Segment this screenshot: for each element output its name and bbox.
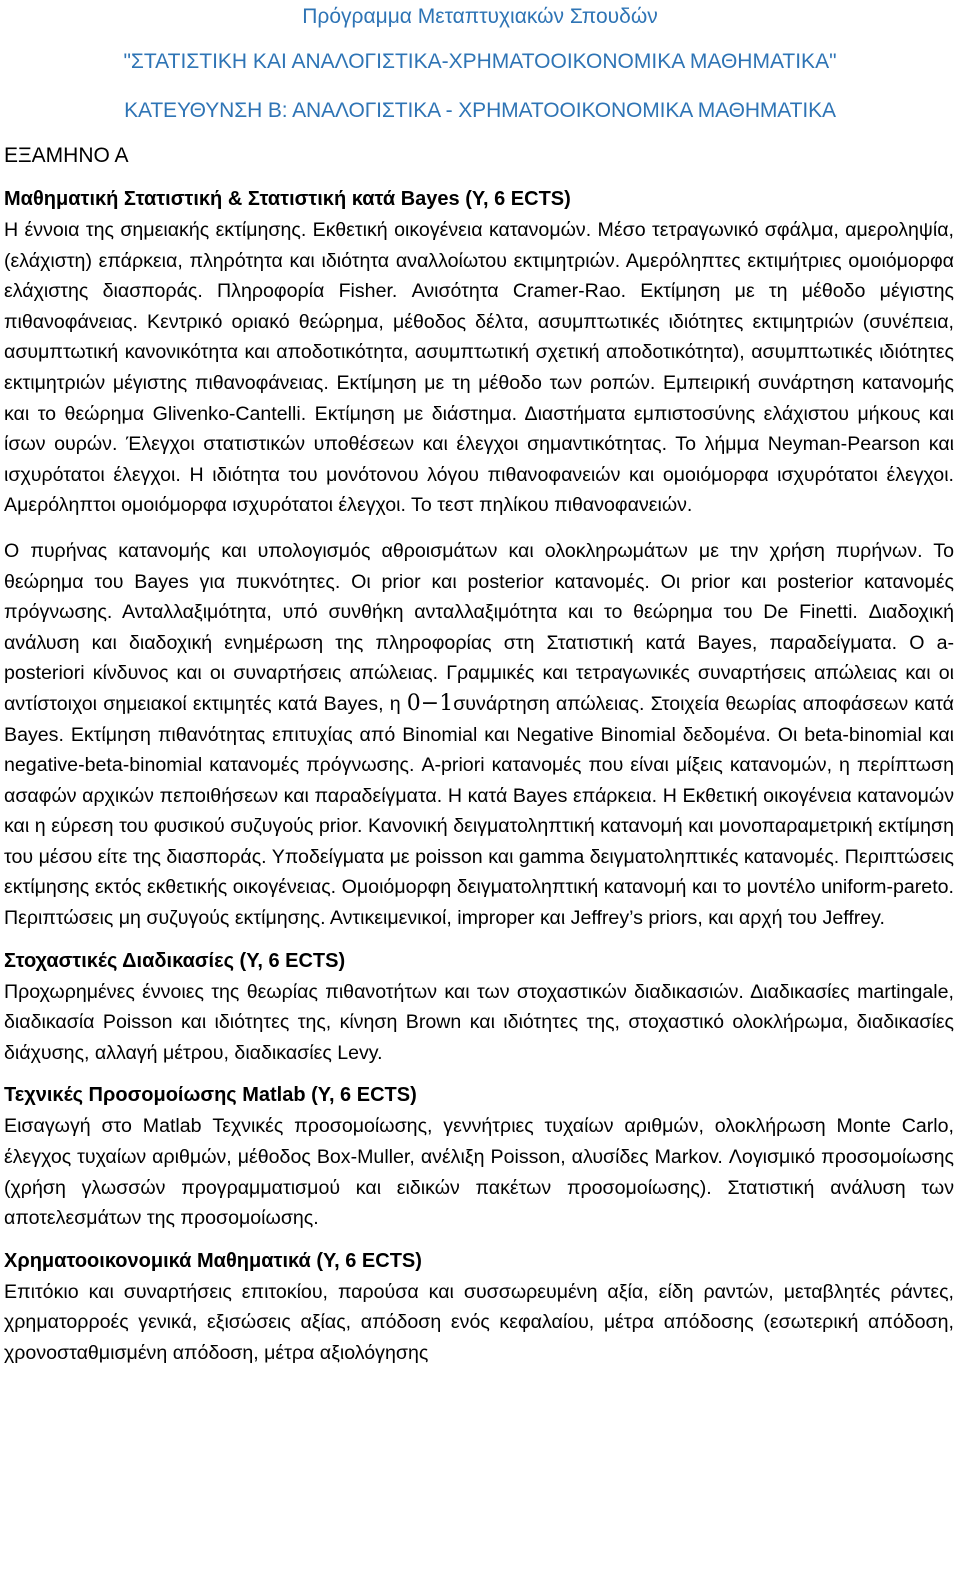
course-title: Μαθηματική Στατιστική & Στατιστική κατά Bayes (Υ, 6 ECTS) <box>4 188 571 210</box>
track-heading: ΚΑΤΕΥΘΥΝΣΗ Β: ΑΝΑΛΟΓΙΣΤΙΚΑ - ΧΡΗΜΑΤΟΟΙΚΟΝΟΜΙΚΑ ΜΑΘΗΜΑΤΙΚΑ <box>124 99 836 122</box>
course-matlab-simulation <box>4 1080 954 1233</box>
course-title: Χρηματοοικονομικά Μαθηματικά (Υ, 6 ECTS) <box>4 1249 422 1272</box>
zero-one-formula: 0−1 <box>406 690 454 716</box>
course-mathematical-statistics <box>4 184 954 934</box>
program-heading: Πρόγραμμα Μεταπτυχιακών Σπουδών <box>302 5 658 28</box>
course-title: Στοχαστικές Διαδικασίες (Υ, 6 ECTS) <box>4 949 346 972</box>
description-text: συνάρτηση απώλειας. Στοιχεία θεωρίας αποφάσεων κατά Bayes. Εκτίμηση πιθανότητας επιτυχίας από Binomial και Negative Binomial δεδομένα. Οι beta-binomial και negative-beta-binomial κατανομές πρόγνωσης. A-priori κατανομές που είναι μίξεις κατανομών, η περίπτωση ασαφών αρχικών πεποιθήσεων και παραδείγματα. Η κατά Bayes επάρκεια. Η Εκθετική οικογένεια κατανομών και η εύρεση του φυσικού συζυγούς prior. Κανονική δειγματοληπτική κατανομή και μονοπαραμετρική εκτίμηση του μέσου είτε της διασποράς. Υποδείγματα με poisson και gamma δειγματοληπτικές κατανομές. Περιπτώσεις εκτίμησης εκτός εκθετικής οικογένειας. Ομοιόμορφη δειγματοληπτική κατανομή και το μοντέλο uniform-pareto. Περιπτώσεις μη συζυγούς εκτίμησης. Αντικειμενικοί, improper και Jeffrey’s priors, και αρχή του Jeffrey. <box>4 692 954 930</box>
course-description: Εισαγωγή στο Matlab Τεχνικές προσομοίωσης, γεννήτριες τυχαίων αριθμών, ολοκλήρωση Monte Carlo, έλεγχος τυχαίων αριθμών, μέθοδος Box-Muller, ανέλιξη Poisson, αλυσίδες Markov. Λογισμικό προσομοίωσης (χρήση γλωσσών προγραμματισμού και ειδικών πακέτων προσομοίωσης). Στατιστική ανάλυση των αποτελεσμάτων της προσομοίωσης. <box>4 1115 954 1230</box>
course-description: Η έννοια της σημειακής εκτίμησης. Εκθετική οικογένεια κατανομών. Μέσο τετραγωνικό σφάλμα, αμεροληψία, (ελάχιστη) επάρκεια, πληρότητα και ιδιότητα αναλλοίωτου εκτιμητριών. Αμερόληπτες εκτιμήτριες ομοιόμορφα ελάχιστης διασποράς. Πληροφορία Fisher. Ανισότητα Cramer-Rao. Εκτίμηση με τη μέθοδο μέγιστης πιθανοφάνειας. Κεντρικό οριακό θεώρημα, μέθοδος δέλτα, ασυμπτωτικές ιδιότητες εκτιμητριών (συνέπεια, ασυμπτωτική κανονικότητα και αποδοτικότητα, ασυμπτωτική σχετική αποδοτικότητα), ασυμπτωτικές ιδιότητες εκτιμητριών μέγιστης πιθανοφάνειας. Εκτίμηση με τη μέθοδο των ροπών. Εμπειρική συνάρτηση κατανομής και το θεώρημα Glivenko-Cantelli. Εκτίμηση με διάστημα. Διαστήματα εμπιστοσύνης ελάχιστου μήκους και ίσων ουρών. Έλεγχοι στατιστικών υποθέσεων και έλεγχοι σημαντικότητας. Το λήμμα Neyman-Pearson και ισχυρότατοι έλεγχοι. Η ιδιότητα του μονότονου λόγου πιθανοφανειών και ομοιόμορφα ισχυρότατοι έλεγχοι. Αμερόληπτοι ομοιόμορφα ισχυρότατοι έλεγχοι. Το τεστ πηλίκου πιθανοφανειών. <box>4 219 954 517</box>
course-title: Τεχνικές Προσομοίωσης Matlab (Υ, 6 ECTS) <box>4 1084 417 1107</box>
course-description: Προχωρημένες έννοιες της θεωρίας πιθανοτήτων και των στοχαστικών διαδικασιών. Διαδικασίες martingale, διαδικασία Poisson και ιδιότητες της, κίνηση Brown και ιδιότητες της, στοχαστικό ολοκλήρωμα, διαδικασίες διάχυσης, αλλαγή μέτρου, διαδικασίες Levy. <box>4 980 954 1064</box>
description-text: Ο πυρήνας κατανομής και υπολογισμός αθροισμάτων και ολοκληρωμάτων με την χρήση πυρήνων. Το θεώρημα του Bayes για πυκνότητες. Οι prior και posterior κατανομές. Οι prior και posterior κατανομές πρόγνωσης. Ανταλλαξιμότητα, υπό συνθήκη ανταλλαξιμότητα και το θεώρημα του De Finetti. Διαδοχική ανάλυση και διαδοχική ενημέρωση της πληροφορίας στη Στατιστική κατά Bayes, παραδείγματα. Ο a-posteriori κίνδυνος και οι συναρτήσεις απώλειας. Γραμμικές και τετραγωνικές συναρτήσεις απώλειας και οι αντίστοιχοι σημειακοί εκτιμητές κατά Bayes, η <box>4 539 954 715</box>
course-description: Επιτόκιο και συναρτήσεις επιτοκίου, παρούσα και συσσωρευμένη αξία, είδη ραντών, μεταβλητές ράντες, χρηματορροές γενικά, εξισώσεις αξίας, απόδοση ενός κεφαλαίου, μέτρα απόδοσης (εσωτερική απόδοση, χρονοσταθμισμένη απόδοση, μέτρα αξιολόγησης <box>4 1280 954 1364</box>
course-list <box>4 184 954 1381</box>
course-financial-mathematics <box>4 1246 954 1369</box>
semester-heading: ΕΞΑΜΗΝΟ Α <box>4 144 129 167</box>
course-stochastic-processes <box>4 946 954 1069</box>
program-title: "ΣΤΑΤΙΣΤΙΚΗ ΚΑΙ ΑΝΑΛΟΓΙΣΤΙΚΑ-ΧΡΗΜΑΤΟΟΙΚΟΝΟΜΙΚΑ ΜΑΘΗΜΑΤΙΚΑ" <box>123 50 837 73</box>
course-description-bayes <box>4 536 954 934</box>
